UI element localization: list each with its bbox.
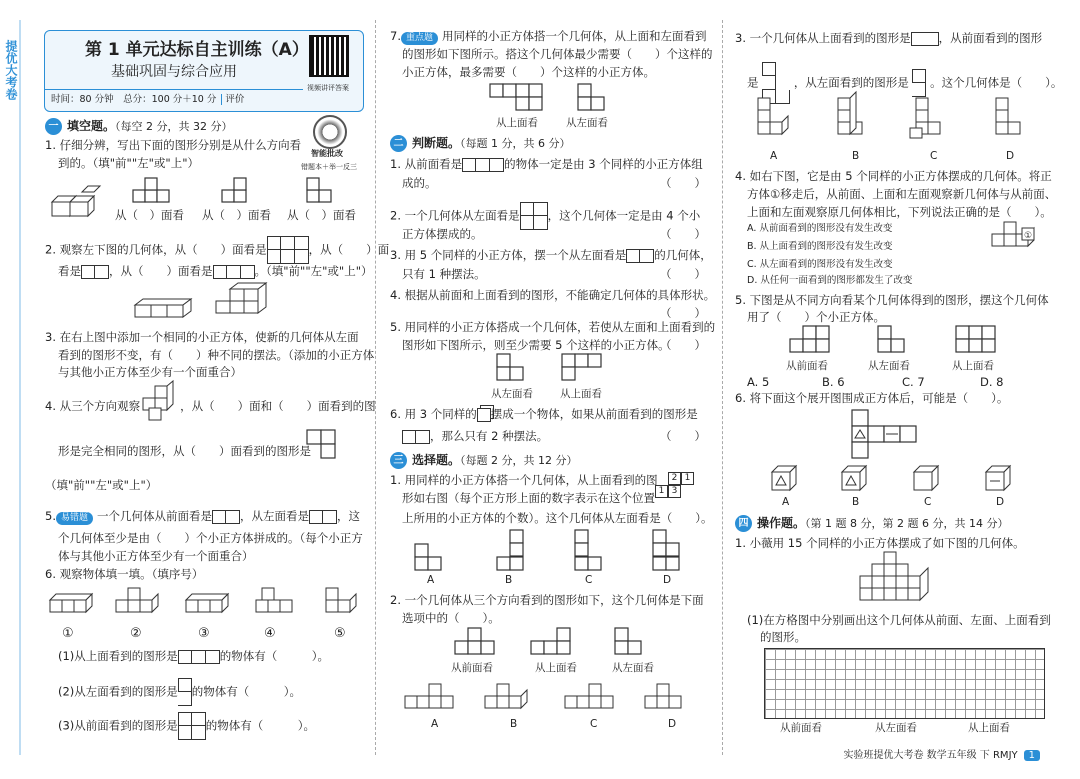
c5-line-1: 5. 下图是从不同方向看某个几何体得到的图形，摆这个几何体 <box>735 293 1049 307</box>
j3-answer[interactable]: （ ） <box>660 267 706 281</box>
q4-answer-figure <box>307 430 347 470</box>
c4-opt-a[interactable]: A. 从前面看到的图形没有发生改变 <box>747 223 893 234</box>
q4-line-2: 形是完全相同的图形，从（ ）面看到的图形是 <box>58 444 311 458</box>
c6-opt-d[interactable]: D <box>996 496 1005 508</box>
c1-line-2: 形如右图（每个正方形上面的数字表示在这个位置 <box>402 491 655 505</box>
q1-figure-view-a <box>133 178 173 208</box>
c1-opt-d[interactable]: D <box>663 574 672 586</box>
j5-line-2: 图形如下图所示，则至少需要 5 个这样的小正方体。 <box>402 338 670 352</box>
c6-opt-a[interactable]: A <box>782 496 790 508</box>
c4-opt-b[interactable]: B. 从上面看到的图形没有发生改变 <box>747 241 893 252</box>
c5-views <box>790 326 1020 356</box>
page-title: 第 1 单元达标自主训练（A） <box>85 40 309 60</box>
q6-sub-3: (3)从前面看到的图形是 的物体有（ ）。 <box>58 712 315 740</box>
cube-icon <box>477 408 491 422</box>
footer-text: 实验班提优大考卷 数学五年级 下 RMJY <box>843 750 1018 761</box>
ai-grade-caption: 智能批改 <box>311 149 343 158</box>
c2-opt-b[interactable]: B <box>510 718 518 730</box>
c1-opt-b[interactable]: B <box>505 574 513 586</box>
c4-line-3: 上面和左面观察原几何体相比，下列说法正确的是（ ）。 <box>747 205 1052 219</box>
grid-caption-front: 从前面看 <box>780 722 822 734</box>
j6-answer[interactable]: （ ） <box>660 429 706 443</box>
o1-line: 1. 小薇用 15 个同样的小正方体摆成了如下图的几何体。 <box>735 536 1025 550</box>
q3-text-1: 3. 在右上图中添加一个相同的小正方体，使新的几何体从左面 <box>45 330 359 344</box>
eval-label: 评价 <box>221 94 244 105</box>
q1-text-1: 1. 仔细分辨，写出下面的图形分别是从什么方向看 <box>45 138 302 152</box>
c4-line-1: 4. 如右下图，它是由 5 个同样的小正方体摆成的几何体。将正 <box>735 169 1052 183</box>
q6-label-2: ② <box>130 626 142 641</box>
q7-top-view <box>490 84 550 114</box>
j6-line-2: ，那么只有 2 种摆法。 <box>402 428 548 445</box>
section-4-title: 四 操作题。（第 1 题 8 分，第 2 题 6 分，共 14 分） <box>735 514 1008 532</box>
column-divider-1 <box>375 20 376 755</box>
c3-opt-c[interactable]: C <box>930 150 938 162</box>
j1-line-1: 1. 从前面看是 的物体一定是由 3 个同样的小正方体组 <box>390 157 703 171</box>
q6-figures <box>50 586 370 620</box>
c2-opt-c[interactable]: C <box>590 718 598 730</box>
ai-grade-icon[interactable] <box>313 115 347 149</box>
c3-opt-d[interactable]: D <box>1006 150 1015 162</box>
header-box <box>44 30 364 112</box>
column-divider-2 <box>722 20 723 755</box>
section-badge: 一 <box>45 118 62 135</box>
j1-answer[interactable]: （ ） <box>660 176 706 190</box>
j4-line: 4. 根据从前面和上面看到的图形，不能确定几何体的具体形状。 <box>390 288 716 302</box>
q6-text: 6. 观察物体填一填。（填序号） <box>45 567 204 581</box>
j6-line-1: 6. 用 3 个同样的 摆成一个物体，如果从前面看到的图形是 <box>390 407 698 421</box>
q7-line-1: 7. 重点题 用同样的小正方体搭一个几何体，从上面和左面看到 <box>390 29 707 43</box>
c2-line-1: 2. 一个几何体从三个方向看到的图形如下，这个几何体是下面 <box>390 593 704 607</box>
c1-top-grid: 2 1 1 3 <box>655 472 695 502</box>
c4-figure <box>992 222 1042 256</box>
q2-line-1: 2. 观察左下图的几何体，从（ ）面看是 ，从（ ）面 <box>45 236 389 264</box>
c2-line-2: 选项中的（ ）。 <box>402 611 500 625</box>
q2-view-1 <box>267 236 309 264</box>
j5-line-1: 5. 用同样的小正方体搭成一个几何体，若使从左面和上面看到的 <box>390 320 716 334</box>
q1-figure-cubes <box>52 190 112 222</box>
q7-tag: 重点题 <box>401 32 438 45</box>
c6-opt-b[interactable]: B <box>852 496 860 508</box>
c5-caption-left: 从左面看 <box>868 360 910 372</box>
q2-view-2 <box>81 265 109 279</box>
q4-figure-cubes <box>143 384 183 424</box>
q1-text-2: 到的。（填"前""左"或"上"） <box>58 156 199 170</box>
qr-code[interactable] <box>309 35 349 77</box>
o1-1-line-2: 的图形。 <box>760 630 806 644</box>
sidebar-strip <box>19 20 21 755</box>
q7-caption-left: 从左面看 <box>566 117 608 129</box>
cube-1-marker: ① <box>1024 231 1033 241</box>
q4-text-3: （填"前""左"或"上"） <box>45 478 158 492</box>
j5-caption-top: 从上面看 <box>560 388 602 400</box>
c2-caption-top: 从上面看 <box>535 662 577 674</box>
q1-caption-3: 从（ ）面看 <box>287 208 356 222</box>
c6-line: 6. 将下面这个展开图围成正方体后，可能是（ ）。 <box>735 391 1009 405</box>
c1-opt-c[interactable]: C <box>585 574 593 586</box>
q1-caption-2: 从（ ）面看 <box>202 208 271 222</box>
c3-line-1: 3. 一个几何体从上面看到的图形是 ，从前面看到的图形 <box>735 31 1043 45</box>
c6-options <box>772 466 1032 494</box>
q5-text-3: 体与其他小正方体至少有一个面重合） <box>58 549 254 563</box>
c2-opt-d[interactable]: D <box>668 718 677 730</box>
c3-opt-a[interactable]: A <box>770 150 778 162</box>
q6-label-4: ④ <box>264 626 276 641</box>
j4-answer[interactable]: （ ） <box>660 306 706 320</box>
j3-line-2: 只有 1 种摆法。 <box>402 267 486 281</box>
c5-opt-d[interactable]: D. 8 <box>980 375 1004 389</box>
q2-view-3 <box>213 265 255 279</box>
drawing-grid[interactable] <box>764 648 1045 719</box>
c6-opt-c[interactable]: C <box>924 496 932 508</box>
o1-1-line-1: (1)在方格图中分别画出这个几何体从前面、左面、上面看到 <box>747 613 1051 627</box>
j2-line-1: 2. 一个几何体从左面看是 ，这个几何体一定是由 4 个小 <box>390 202 700 230</box>
q6-label-3: ③ <box>198 626 210 641</box>
j2-answer[interactable]: （ ） <box>660 227 706 241</box>
q6-sub-1: (1)从上面看到的图形是 的物体有（ ）。 <box>58 649 330 663</box>
q1-figure-view-c <box>307 178 337 208</box>
q7-text-2: 的图形如下图所示。搭这个几何体最少需要（ ）个这样的 <box>402 47 713 61</box>
o1-figure <box>860 552 950 612</box>
j5-left-view <box>497 354 537 384</box>
c5-opt-c[interactable]: C. 7 <box>902 375 925 389</box>
section-3-title: 三 选择题。（每题 2 分，共 12 分） <box>390 451 578 469</box>
j2-line-2: 正方体摆成的。 <box>402 227 483 241</box>
c3-opt-b[interactable]: B <box>852 150 860 162</box>
grid-caption-left: 从左面看 <box>875 722 917 734</box>
j5-caption-left: 从左面看 <box>491 388 533 400</box>
section-1-title: 一 填空题。（每空 2 分，共 32 分） <box>45 117 233 135</box>
c1-line-3: 上所用的小正方体的个数）。这个几何体从左面看是（ ）。 <box>402 511 713 525</box>
c1-line-1: 1. 用同样的小正方体搭一个几何体，从上面看到的图 <box>390 473 658 487</box>
q5-view-front <box>212 510 240 524</box>
section-2-title: 二 判断题。（每题 1 分，共 6 分） <box>390 134 571 152</box>
c2-caption-front: 从前面看 <box>451 662 493 674</box>
c2-caption-left: 从左面看 <box>612 662 654 674</box>
q2-figure-left <box>135 295 205 325</box>
time-score-info: 时间：80 分钟 总分：100 分＋10 分 <box>51 94 217 105</box>
c5-opt-a[interactable]: A. 5 <box>747 375 770 389</box>
page-number: 1 <box>1024 750 1040 761</box>
j1-line-2: 成的。 <box>402 176 437 190</box>
grid-caption-top: 从上面看 <box>968 722 1010 734</box>
c4-opt-c[interactable]: C. 从左面看到的图形没有发生改变 <box>747 259 893 270</box>
q2-line-2: 看是 ，从（ ）面看是 。（填"前""左"或"上"） <box>58 264 373 278</box>
q6-label-5: ⑤ <box>334 626 346 641</box>
q7-left-view <box>578 84 608 114</box>
q5-text-2: 个几何体至少是由（ ）个小正方体拼成的。（每个小正方 <box>58 531 363 545</box>
q7-caption-top: 从上面看 <box>496 117 538 129</box>
c5-caption-front: 从前面看 <box>786 360 828 372</box>
page-subtitle: 基础巩固与综合应用 <box>111 64 237 80</box>
q1-caption-1: 从（ ）面看 <box>115 208 184 222</box>
c3-options <box>752 98 1042 148</box>
ai-grade-sub: 错题本＋举一反三 <box>301 163 357 171</box>
q5-view-left <box>309 510 337 524</box>
qr-caption: 视频讲评答案 <box>307 84 349 92</box>
q2-figure-right <box>216 283 276 327</box>
c4-line-2: 方体①移走后，从前面、上面和左面观察新几何体与从前面、 <box>747 187 1057 201</box>
q3-text-2: 看到的图形不变，有（ ）种不同的摆法。（添加的小正方体 <box>58 348 375 362</box>
c1-opt-a[interactable]: A <box>427 574 435 586</box>
sidebar-brand: 提优大考卷 <box>4 40 18 100</box>
c5-caption-top: 从上面看 <box>952 360 994 372</box>
j5-answer[interactable]: （ ） <box>660 338 706 352</box>
c5-opt-b[interactable]: B. 6 <box>822 375 845 389</box>
q3-text-3: 与其他小正方体至少有一个面重合） <box>58 365 242 379</box>
left-sidebar <box>0 20 22 755</box>
c2-opt-a[interactable]: A <box>431 718 439 730</box>
q6-sub-2: (2)从左面看到的图形是 的物体有（ ）。 <box>58 678 301 706</box>
c2-options <box>405 682 705 716</box>
c3-line-2: 是 ，从左面看到的图形是 。这个几何体是（ ）。 <box>747 62 1062 104</box>
j5-top-view <box>562 354 612 384</box>
c6-net <box>852 410 932 460</box>
q6-label-1: ① <box>62 626 74 641</box>
c4-opt-d[interactable]: D. 从任何一面看到的图形都发生了改变 <box>747 275 913 286</box>
q5-tag: 易错题 <box>56 512 93 525</box>
q7-text-3: 小正方体，最多需要（ ）个这样的小正方体。 <box>402 65 655 79</box>
footer <box>843 746 1040 761</box>
exam-info <box>45 89 303 109</box>
c2-views <box>455 628 655 658</box>
j3-line-1: 3. 用 5 个同样的小正方体，摆一个从左面看是 的几何体， <box>390 248 712 262</box>
q4-line-1: 4. 从三个方向观察 ，从（ ）面和（ ）面看到的图 <box>45 399 376 413</box>
c5-line-2: 用了（ ）个小正方体。 <box>747 310 885 324</box>
q1-figure-view-b <box>222 178 252 208</box>
q5-line-1: 5. 易错题 一个几何体从前面看是 ，从左面看是 ，这 <box>45 509 360 523</box>
c1-options <box>415 530 685 574</box>
